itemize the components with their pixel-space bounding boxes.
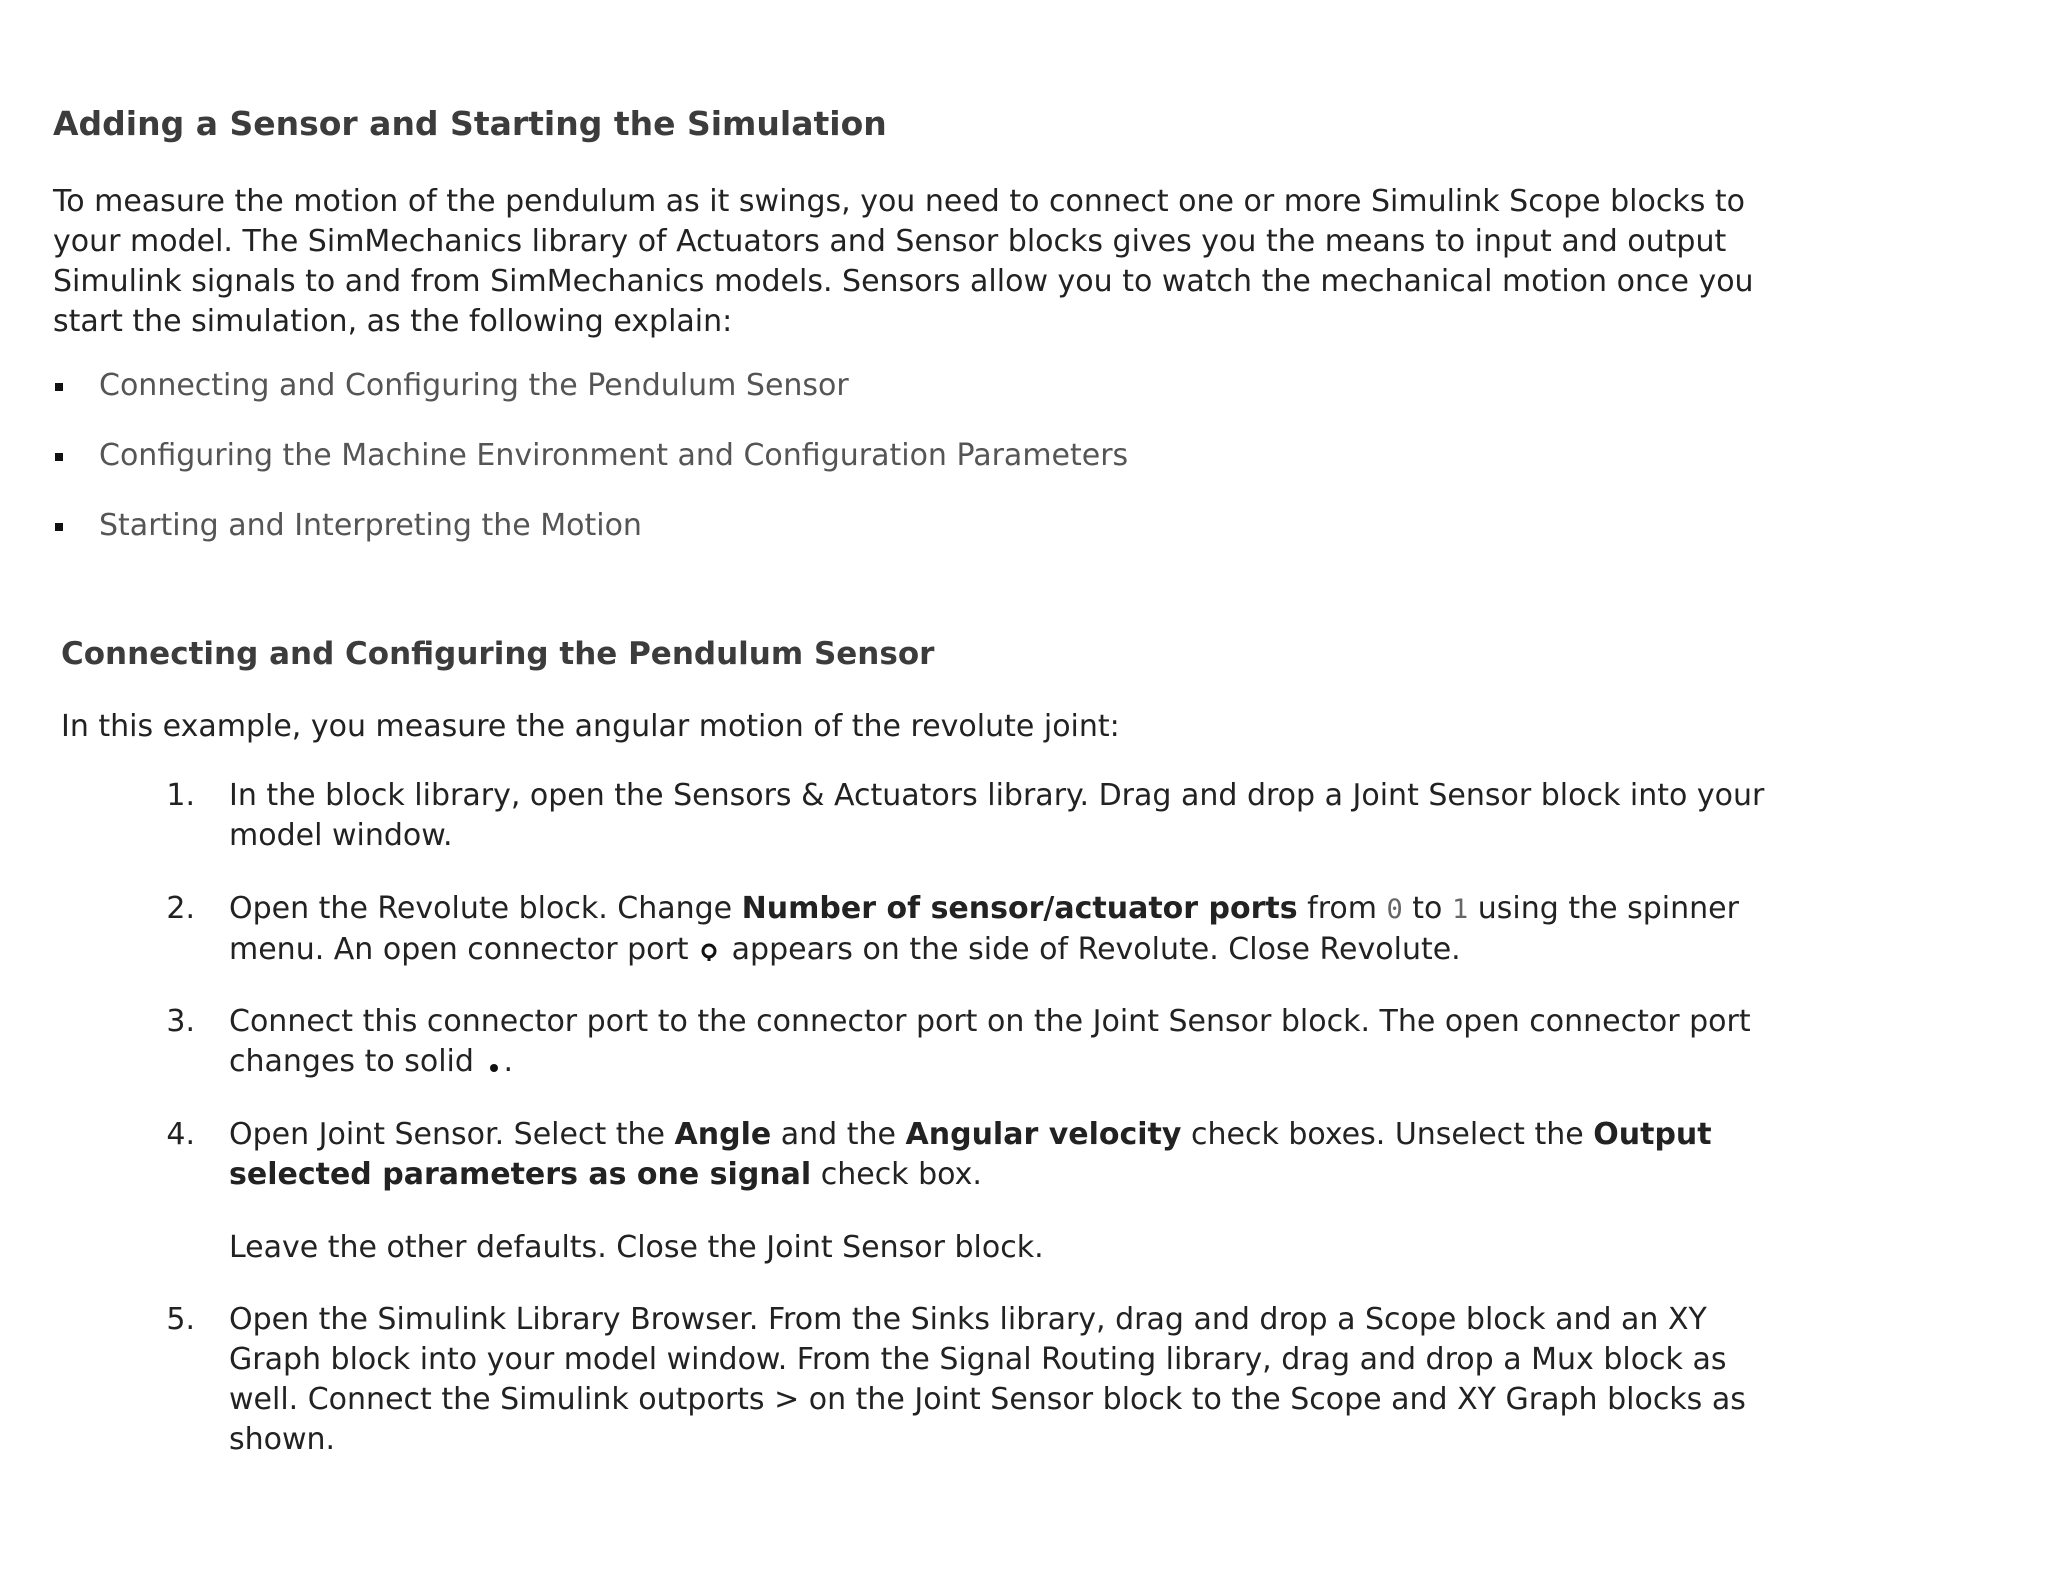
subsection-title: Connecting and Configuring the Pendulum Sensor	[61, 636, 935, 672]
step-line: Connect this connector port to the connector port on the Joint Sensor block. The open connector port	[229, 1004, 1751, 1039]
step-line: Leave the other defaults. Close the Joint Sensor block.	[229, 1230, 1044, 1265]
step-text-run: menu. An open connector port	[229, 932, 699, 967]
toc-link-pendulum-sensor[interactable]: Connecting and Configuring the Pendulum Sensor	[99, 368, 849, 403]
intro-line: To measure the motion of the pendulum as it swings, you need to connect one or more Simulink Scope blocks to	[53, 184, 1745, 219]
step-text	[229, 1228, 2029, 1268]
step-text-run: Open the Revolute block. Change	[229, 891, 742, 926]
subsection-lead: In this example, you measure the angular motion of the revolute joint:	[61, 709, 1120, 744]
step-text-run: .	[503, 1044, 514, 1079]
step-text-run: using the spinner	[1468, 891, 1739, 926]
step-text	[229, 1300, 2029, 1460]
section-title: Adding a Sensor and Starting the Simulation	[53, 104, 887, 143]
step-line	[229, 1155, 2029, 1195]
step-text	[229, 889, 2029, 970]
step-line	[229, 1115, 2029, 1155]
step-number: 4.	[166, 1117, 195, 1152]
step-line	[229, 1042, 2029, 1082]
parameter-name: Number of sensor/actuator ports	[741, 891, 1298, 926]
step-line: Open the Simulink Library Browser. From the Sinks library, drag and drop a Scope block and an XY	[229, 1302, 1707, 1337]
step-line: model window.	[229, 818, 453, 853]
step-text-run: appears on the side of Revolute. Close Revolute.	[722, 932, 1461, 967]
step-text-run: Open Joint Sensor. Select the	[229, 1117, 675, 1152]
bullet-icon	[55, 453, 63, 461]
code-value: 0	[1386, 894, 1403, 925]
step-line: In the block library, open the Sensors & Actuators library. Drag and drop a Joint Sensor block into your	[229, 778, 1765, 813]
step-number: 5.	[166, 1302, 195, 1337]
intro-line: start the simulation, as the following explain:	[53, 304, 733, 339]
step-text-run: to	[1402, 891, 1452, 926]
bullet-icon	[55, 383, 63, 391]
parameter-name: Angle	[674, 1117, 772, 1152]
step-line: shown.	[229, 1422, 336, 1457]
step-number: 2.	[166, 891, 195, 926]
parameter-name: selected parameters as one signal	[229, 1157, 812, 1192]
open-connector-port-icon	[700, 943, 718, 961]
parameter-name: Angular velocity	[905, 1117, 1182, 1152]
step-text-run: changes to solid	[229, 1044, 484, 1079]
step-number: 1.	[166, 778, 195, 813]
code-value: 1	[1451, 894, 1469, 925]
step-line	[229, 930, 2029, 970]
intro-paragraph	[53, 182, 1993, 342]
step-text-run: check boxes. Unselect the	[1181, 1117, 1594, 1152]
step-text	[229, 776, 2029, 856]
parameter-name: Output	[1593, 1117, 1712, 1152]
step-text-run: check box.	[811, 1157, 982, 1192]
step-text-run: and the	[771, 1117, 906, 1152]
step-text	[229, 1002, 2029, 1082]
toc-link-starting-motion[interactable]: Starting and Interpreting the Motion	[99, 508, 642, 543]
step-text	[229, 1115, 2029, 1195]
solid-connector-port-icon	[487, 1059, 501, 1073]
intro-line: your model. The SimMechanics library of Actuators and Sensor blocks gives you the means to input and output	[53, 224, 1727, 259]
step-text-run: from	[1297, 891, 1387, 926]
step-line: well. Connect the Simulink outports > on the Joint Sensor block to the Scope and XY Graph blocks as	[229, 1382, 1746, 1417]
step-line	[229, 889, 2029, 930]
step-number: 3.	[166, 1004, 195, 1039]
toc-link-machine-environment[interactable]: Configuring the Machine Environment and Configuration Parameters	[99, 438, 1129, 473]
bullet-icon	[55, 523, 63, 531]
intro-line: Simulink signals to and from SimMechanics models. Sensors allow you to watch the mechanical motion once you	[53, 264, 1754, 299]
step-line: Graph block into your model window. From the Signal Routing library, drag and drop a Mux block as	[229, 1342, 1727, 1377]
